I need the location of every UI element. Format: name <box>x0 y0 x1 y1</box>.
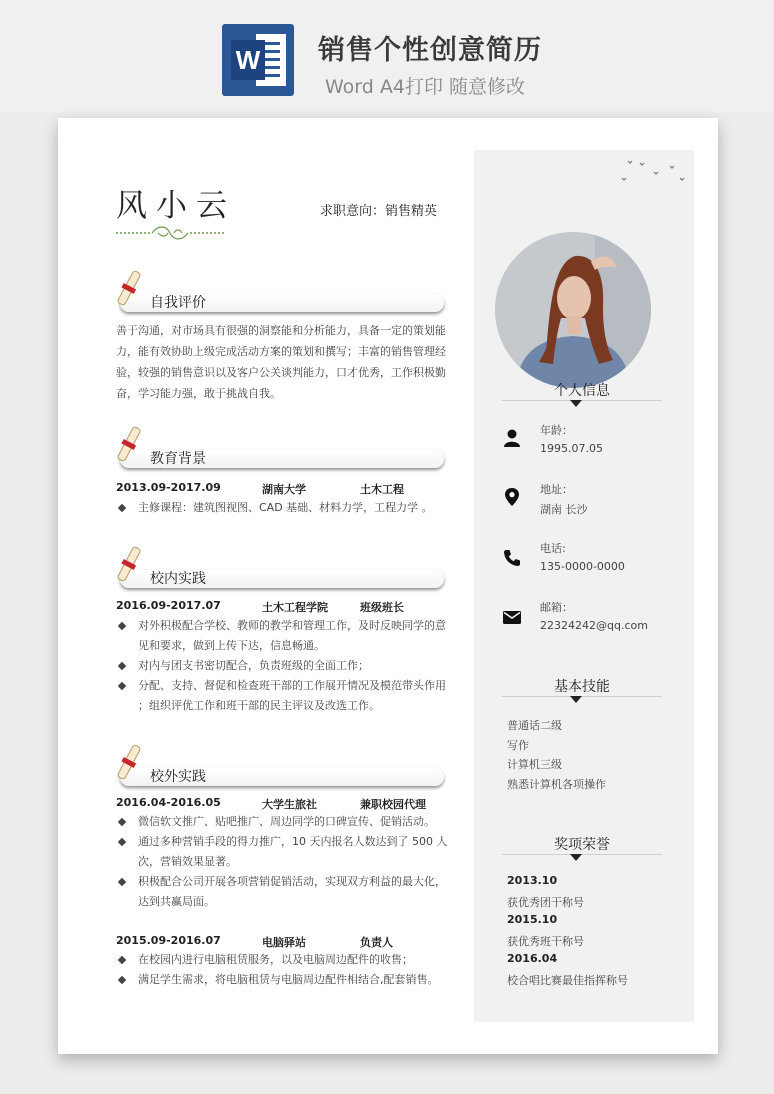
phone-label: 电话: <box>540 542 566 555</box>
list-item: 积极配合公司开展各项营销促销活动，实现双方利益的最大化，达到共赢局面。 <box>116 872 450 912</box>
campus-list <box>116 616 450 716</box>
banner-title: 销售个性创意简历 <box>318 35 542 66</box>
list-item: 分配、支持、督促和检查班干部的工作展开情况及模范带头作用 ；组织评优工作和班干部的民主评议及改选工作。 <box>116 676 450 716</box>
section-title: 自我评价 <box>150 295 206 311</box>
caret-down-icon <box>570 400 582 407</box>
education-school: 湖南大学 <box>262 483 306 496</box>
divider <box>502 696 662 697</box>
caret-down-icon <box>570 854 582 861</box>
section-header-campus-practice <box>116 560 444 590</box>
skills-title: 基本技能 <box>554 679 610 695</box>
offcampus-list-2 <box>116 950 450 990</box>
award-year: 2015.10 <box>507 913 558 926</box>
section-title: 教育背景 <box>150 451 206 467</box>
offcampus-list-1 <box>116 812 450 912</box>
list-item: 微信软文推广、贴吧推广、周边同学的口碑宣传、促销活动。 <box>116 812 450 832</box>
scroll-icon <box>116 544 142 588</box>
awards-title: 奖项荣誉 <box>554 837 610 853</box>
section-header-education <box>116 440 444 470</box>
divider <box>502 400 662 401</box>
banner-subtitle: Word A4打印 随意修改 <box>325 76 526 98</box>
birds-icon <box>610 158 690 188</box>
ornament-divider-icon <box>116 226 224 240</box>
list-item: 主修课程：建筑图视图、CAD 基础、材料力学，工程力学 。 <box>116 498 450 518</box>
list-item: 在校园内进行电脑租赁服务，以及电脑周边配件的收售； <box>116 950 450 970</box>
word-icon <box>222 24 294 96</box>
resume-page <box>58 118 718 1054</box>
skill-item: 普通话二级 <box>507 719 562 732</box>
age-label: 年龄： <box>540 424 573 437</box>
email-label: 邮箱： <box>540 601 573 614</box>
candidate-name: 风小云 <box>116 188 236 224</box>
award-year: 2016.04 <box>507 952 558 965</box>
phone-icon <box>502 548 522 568</box>
education-period: 2013.09-2017.09 <box>116 481 221 494</box>
section-header-offcampus-practice <box>116 758 444 788</box>
education-major: 土木工程 <box>360 483 404 496</box>
campus-org: 土木工程学院 <box>262 601 328 614</box>
award-name: 校合唱比赛最佳指挥称号 <box>507 974 628 987</box>
list-item: 满足学生需求，将电脑租赁与电脑周边配件相结合,配套销售。 <box>116 970 450 990</box>
scroll-icon <box>116 742 142 786</box>
list-item: 对内与团支书密切配合，负责班级的全面工作； <box>116 656 450 676</box>
offcampus-period: 2016.04-2016.05 <box>116 796 221 809</box>
offcampus-period: 2015.09-2016.07 <box>116 934 221 947</box>
job-objective: 求职意向：销售精英 <box>320 204 438 219</box>
skill-item: 熟悉计算机各项操作 <box>507 778 606 791</box>
personal-info-title: 个人信息 <box>554 383 610 399</box>
skill-item: 计算机三级 <box>507 758 562 771</box>
offcampus-org: 电脑驿站 <box>262 936 306 949</box>
profile-photo <box>495 232 651 388</box>
award-name: 获优秀团干称号 <box>507 896 584 909</box>
address-value: 湖南 长沙 <box>540 503 588 516</box>
list-item: 通过多种营销手段的得力推广，10 天内报名人数达到了 500 人次，营销效果显著。 <box>116 832 450 872</box>
location-pin-icon <box>502 487 522 507</box>
section-header-self-evaluation <box>116 284 444 314</box>
phone-value: 135-0000-0000 <box>540 560 625 573</box>
age-value: 1995.07.05 <box>540 442 603 455</box>
email-value: 22324242@qq.com <box>540 619 648 632</box>
offcampus-role: 负责人 <box>360 936 393 949</box>
offcampus-org: 大学生旅社 <box>262 798 317 811</box>
award-year: 2013.10 <box>507 874 558 887</box>
caret-down-icon <box>570 696 582 703</box>
scroll-icon <box>116 424 142 468</box>
campus-role: 班级班长 <box>360 601 404 614</box>
list-item: 对外积极配合学校、教师的教学和管理工作，及时反映同学的意见和要求，做到上传下达，信息畅通。 <box>116 616 450 656</box>
section-title: 校内实践 <box>150 571 206 587</box>
email-icon <box>502 607 522 627</box>
address-label: 地址： <box>540 483 573 496</box>
award-name: 获优秀班干称号 <box>507 935 584 948</box>
word-logo-letter: W <box>231 40 265 80</box>
scroll-icon <box>116 268 142 312</box>
campus-period: 2016.09-2017.07 <box>116 599 221 612</box>
person-icon <box>502 428 522 448</box>
education-list <box>116 498 450 518</box>
section-title: 校外实践 <box>150 769 206 785</box>
self-evaluation-text: 善于沟通，对市场具有很强的洞察能和分析能力，具备一定的策划能力，能有效协助上级完成活动方案的策划和撰写；丰富的销售管理经验，较强的销售意识以及客户公关谈判能力，口才优秀，工作积极勤奋，学习能力强，敢于挑战自我。 <box>116 324 446 400</box>
divider <box>502 854 662 855</box>
offcampus-role: 兼职校园代理 <box>360 798 426 811</box>
skill-item: 写作 <box>507 739 529 752</box>
top-banner <box>0 0 774 112</box>
